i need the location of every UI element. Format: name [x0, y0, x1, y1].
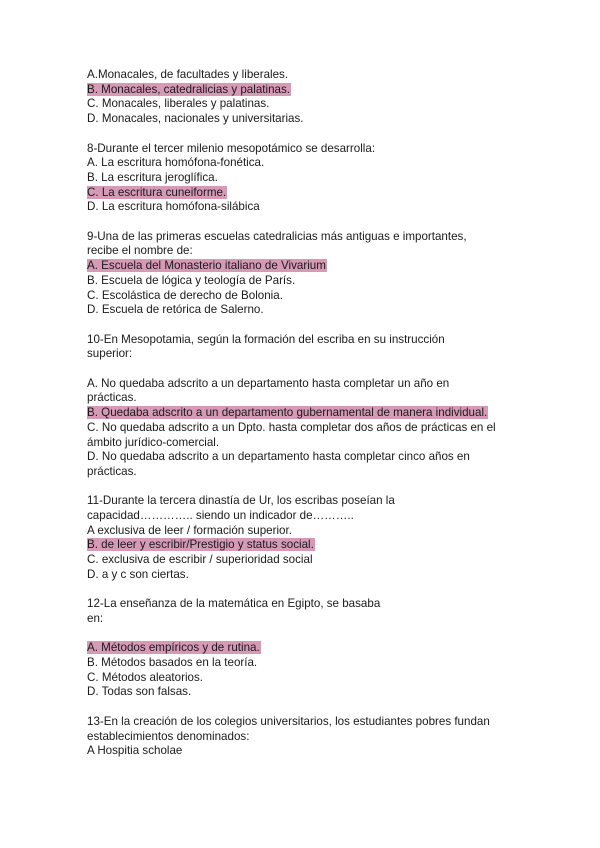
line-text: C. Métodos aleatorios.	[87, 670, 203, 684]
line-text: A. No quedaba adscrito a un departamento hasta completar un año en	[87, 376, 450, 390]
line-text: 11-Durante la tercera dinastía de Ur, los escribas poseían la	[87, 494, 395, 508]
line-text: ámbito jurídico-comercial.	[87, 435, 220, 449]
text-line	[87, 68, 288, 82]
line-text: capacidad………….. siendo un indicador de………..	[87, 509, 354, 522]
line-text: C. No quedaba adscrito a un Dpto. hasta completar dos años de prácticas en el	[87, 420, 496, 434]
text-line	[87, 156, 264, 170]
text-line	[87, 244, 193, 258]
highlighted-answer-line	[87, 83, 291, 97]
highlighted-answer-line	[87, 406, 488, 420]
line-text: recibe el nombre de:	[87, 244, 193, 258]
text-line	[87, 97, 269, 111]
text-line	[87, 597, 380, 611]
line-text: A. La escritura homófona-fonética.	[87, 156, 265, 170]
line-text: 9-Una de las primeras escuelas catedralicias más antiguas e importantes,	[87, 229, 467, 243]
line-text: C. Escolástica de derecho de Bolonia.	[87, 288, 283, 302]
text-line	[87, 112, 304, 126]
text-line	[87, 715, 490, 729]
line-text: D. a y c son ciertas.	[87, 567, 189, 581]
text-line	[87, 303, 264, 317]
line-text: A Hospitia scholae	[87, 744, 183, 758]
line-text: C. Monacales, liberales y palatinas.	[87, 97, 270, 111]
line-text: D. Monacales, nacionales y universitarias.	[87, 112, 304, 126]
text-line	[87, 553, 313, 567]
line-text: 13-En la creación de los colegios universitarios, los estudiantes pobres fundan	[87, 714, 490, 728]
text-line	[87, 671, 203, 685]
text-line	[87, 509, 354, 523]
text-line	[87, 200, 260, 214]
text-line	[87, 347, 132, 361]
line-text: C. exclusiva de escribir / superioridad social	[87, 553, 313, 567]
text-line	[87, 230, 467, 244]
text-line	[87, 612, 103, 626]
line-text: D. Escuela de retórica de Salerno.	[87, 303, 264, 317]
line-text: 8-Durante el tercer milenio mesopotámico se desarrolla:	[87, 141, 376, 155]
highlighted-answer-line	[87, 259, 327, 273]
highlighted-text: A. Métodos empíricos y de rutina.	[87, 641, 260, 655]
line-text: B. La escritura jeroglífica.	[87, 170, 218, 184]
line-text: 12-La enseñanza de la matemática en Egipto, se basaba	[87, 597, 381, 611]
line-text: establecimientos denominados:	[87, 729, 250, 743]
text-line	[87, 450, 470, 464]
highlighted-text: C. La escritura cuneiforme.	[87, 185, 227, 199]
line-text: 10-En Mesopotamia, según la formación del escriba en su instrucción	[87, 332, 445, 346]
highlighted-text: B. de leer y escribir/Prestigio y status social.	[87, 538, 314, 552]
highlighted-text: B. Monacales, catedralicias y palatinas.	[87, 82, 290, 96]
line-text: D. La escritura homófona-silábica	[87, 200, 260, 214]
line-text: prácticas.	[87, 391, 137, 405]
line-text: superior:	[87, 347, 133, 361]
text-line	[87, 524, 292, 538]
highlighted-text: A. Escuela del Monasterio italiano de Vivarium	[87, 259, 326, 273]
text-line	[87, 274, 295, 288]
text-line	[87, 685, 191, 699]
text-line	[87, 391, 137, 405]
text-line	[87, 171, 218, 185]
line-text: en:	[87, 611, 104, 625]
text-line	[87, 142, 375, 156]
line-text: A exclusiva de leer / formación superior.	[87, 523, 292, 537]
line-text: D. Todas son falsas.	[87, 685, 192, 699]
text-line	[87, 421, 496, 435]
text-line	[87, 465, 137, 479]
line-text: prácticas.	[87, 464, 137, 478]
line-text: B. Métodos basados en la teoría.	[87, 656, 258, 669]
highlighted-answer-line	[87, 641, 261, 655]
text-line	[87, 377, 449, 391]
highlighted-text: B. Quedaba adscrito a un departamento gubernamental de manera individual.	[87, 406, 488, 420]
highlighted-answer-line	[87, 186, 227, 200]
line-text: B. Escuela de lógica y teología de París.	[87, 273, 296, 287]
text-line	[87, 333, 445, 347]
text-line	[87, 744, 182, 758]
text-line	[87, 494, 395, 508]
text-line	[87, 289, 283, 303]
highlighted-answer-line	[87, 538, 315, 552]
text-line	[87, 568, 189, 582]
text-line	[87, 436, 219, 450]
line-text: D. No quedaba adscrito a un departamento hasta completar cinco años en	[87, 450, 470, 464]
line-text: A.Monacales, de facultades y liberales.	[87, 68, 289, 81]
text-line	[87, 730, 249, 744]
text-line	[87, 656, 257, 670]
